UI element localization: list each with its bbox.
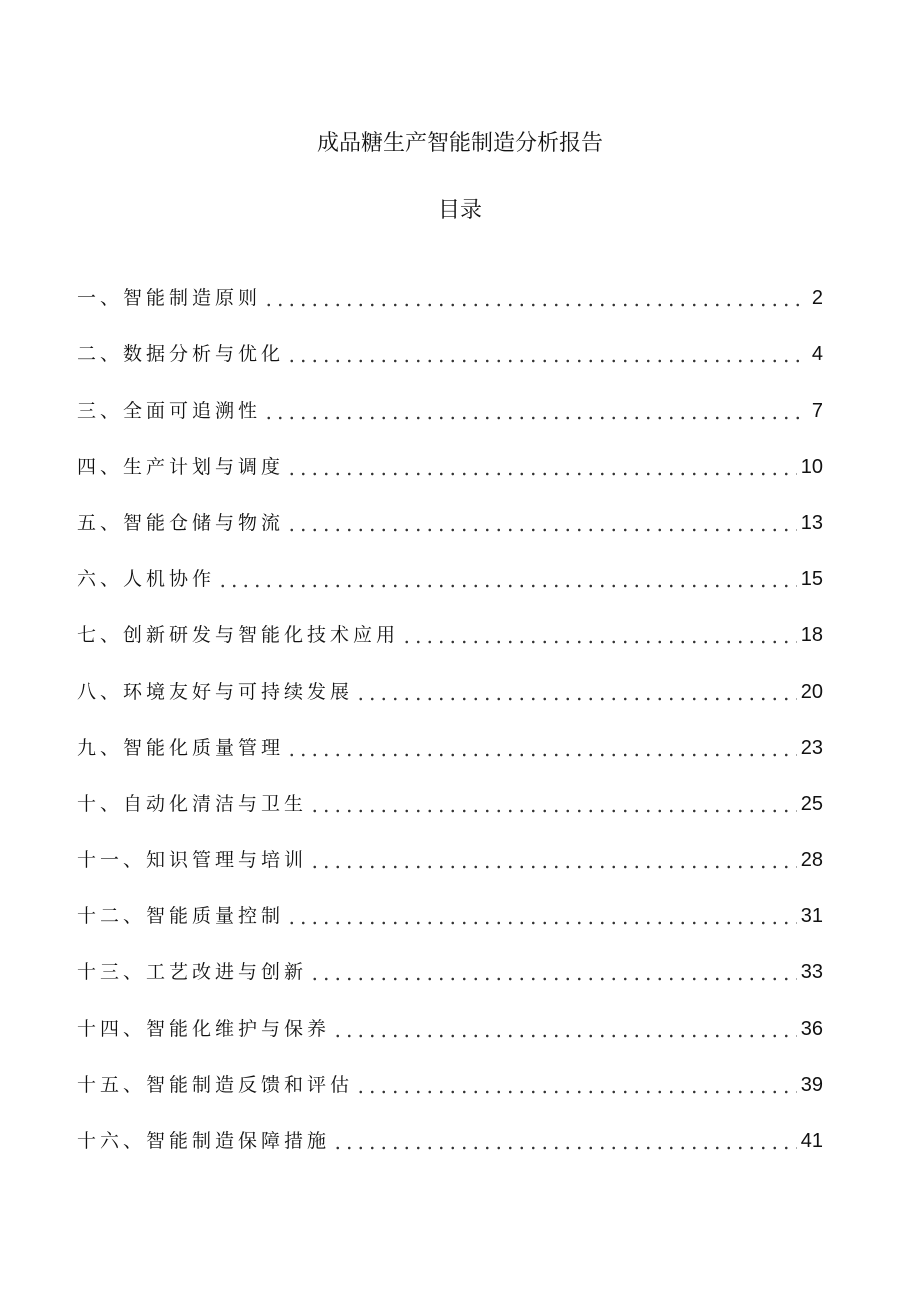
toc-dot-leader	[217, 565, 797, 593]
toc-dot-leader	[309, 846, 797, 874]
toc-page-number: 7	[811, 399, 823, 422]
toc-entry[interactable]	[77, 593, 823, 649]
toc-heading: 目录	[437, 198, 482, 223]
toc-page-number: 28	[800, 849, 823, 872]
toc-page-number: 36	[800, 1017, 823, 1040]
toc-page-number: 2	[811, 287, 823, 310]
toc-entry-label: 五、智能仓储与物流	[77, 511, 285, 534]
toc-entry-label: 八、环境友好与可持续发展	[77, 680, 354, 703]
toc-page-number: 13	[800, 511, 823, 534]
toc-entry[interactable]	[77, 874, 823, 930]
toc-page-number: 4	[811, 343, 823, 366]
toc-entry[interactable]	[77, 649, 823, 705]
toc-page-number: 15	[800, 568, 823, 591]
toc-page-number: 10	[800, 455, 823, 478]
toc-entry-label: 十二、智能质量控制	[77, 905, 285, 928]
toc-dot-leader	[263, 397, 808, 425]
table-of-contents	[77, 256, 823, 1155]
toc-entry[interactable]	[77, 706, 823, 762]
toc-dot-leader	[286, 340, 808, 368]
toc-entry-label: 一、智能制造原则	[77, 287, 262, 310]
toc-entry[interactable]	[77, 986, 823, 1042]
toc-page-number: 31	[800, 905, 823, 928]
toc-dot-leader	[309, 790, 797, 818]
toc-dot-leader	[263, 284, 808, 312]
toc-entry-label: 九、智能化质量管理	[77, 736, 285, 759]
toc-dot-leader	[355, 678, 797, 706]
toc-dot-leader	[401, 621, 797, 649]
toc-dot-leader	[286, 734, 797, 762]
toc-entry[interactable]	[77, 930, 823, 986]
toc-page-number: 23	[800, 736, 823, 759]
toc-entry-label: 七、创新研发与智能化技术应用	[77, 624, 400, 647]
toc-page-number: 25	[800, 792, 823, 815]
toc-entry[interactable]	[77, 818, 823, 874]
toc-dot-leader	[309, 958, 797, 986]
toc-entry[interactable]	[77, 762, 823, 818]
toc-dot-leader	[332, 1015, 797, 1043]
toc-entry-label: 六、人机协作	[77, 568, 216, 591]
toc-entry[interactable]	[77, 481, 823, 537]
toc-entry-label: 十四、智能化维护与保养	[77, 1017, 331, 1040]
toc-entry-label: 十一、知识管理与培训	[77, 849, 308, 872]
toc-page-number: 39	[800, 1073, 823, 1096]
toc-entry[interactable]	[77, 537, 823, 593]
toc-dot-leader	[286, 902, 797, 930]
toc-entry[interactable]	[77, 256, 823, 312]
toc-entry-label: 四、生产计划与调度	[77, 455, 285, 478]
toc-page-number: 20	[800, 680, 823, 703]
toc-page-number: 18	[800, 624, 823, 647]
toc-entry[interactable]	[77, 312, 823, 368]
toc-dot-leader	[355, 1071, 797, 1099]
toc-entry-label: 十三、工艺改进与创新	[77, 961, 308, 984]
toc-entry-label: 十、自动化清洁与卫生	[77, 792, 308, 815]
toc-dot-leader	[332, 1127, 797, 1155]
toc-entry-label: 十六、智能制造保障措施	[77, 1130, 331, 1152]
document-title: 成品糖生产智能制造分析报告	[316, 131, 603, 156]
toc-entry[interactable]	[77, 425, 823, 481]
toc-entry[interactable]	[77, 1099, 823, 1155]
toc-page-number: 33	[800, 961, 823, 984]
toc-dot-leader	[286, 453, 797, 481]
toc-page-number: 41	[800, 1130, 823, 1152]
toc-dot-leader	[286, 509, 797, 537]
toc-entry-label: 三、全面可追溯性	[77, 399, 262, 422]
toc-entry[interactable]	[77, 1043, 823, 1099]
toc-entry-label: 二、数据分析与优化	[77, 343, 285, 366]
toc-entry[interactable]	[77, 368, 823, 424]
toc-entry-label: 十五、智能制造反馈和评估	[77, 1073, 354, 1096]
